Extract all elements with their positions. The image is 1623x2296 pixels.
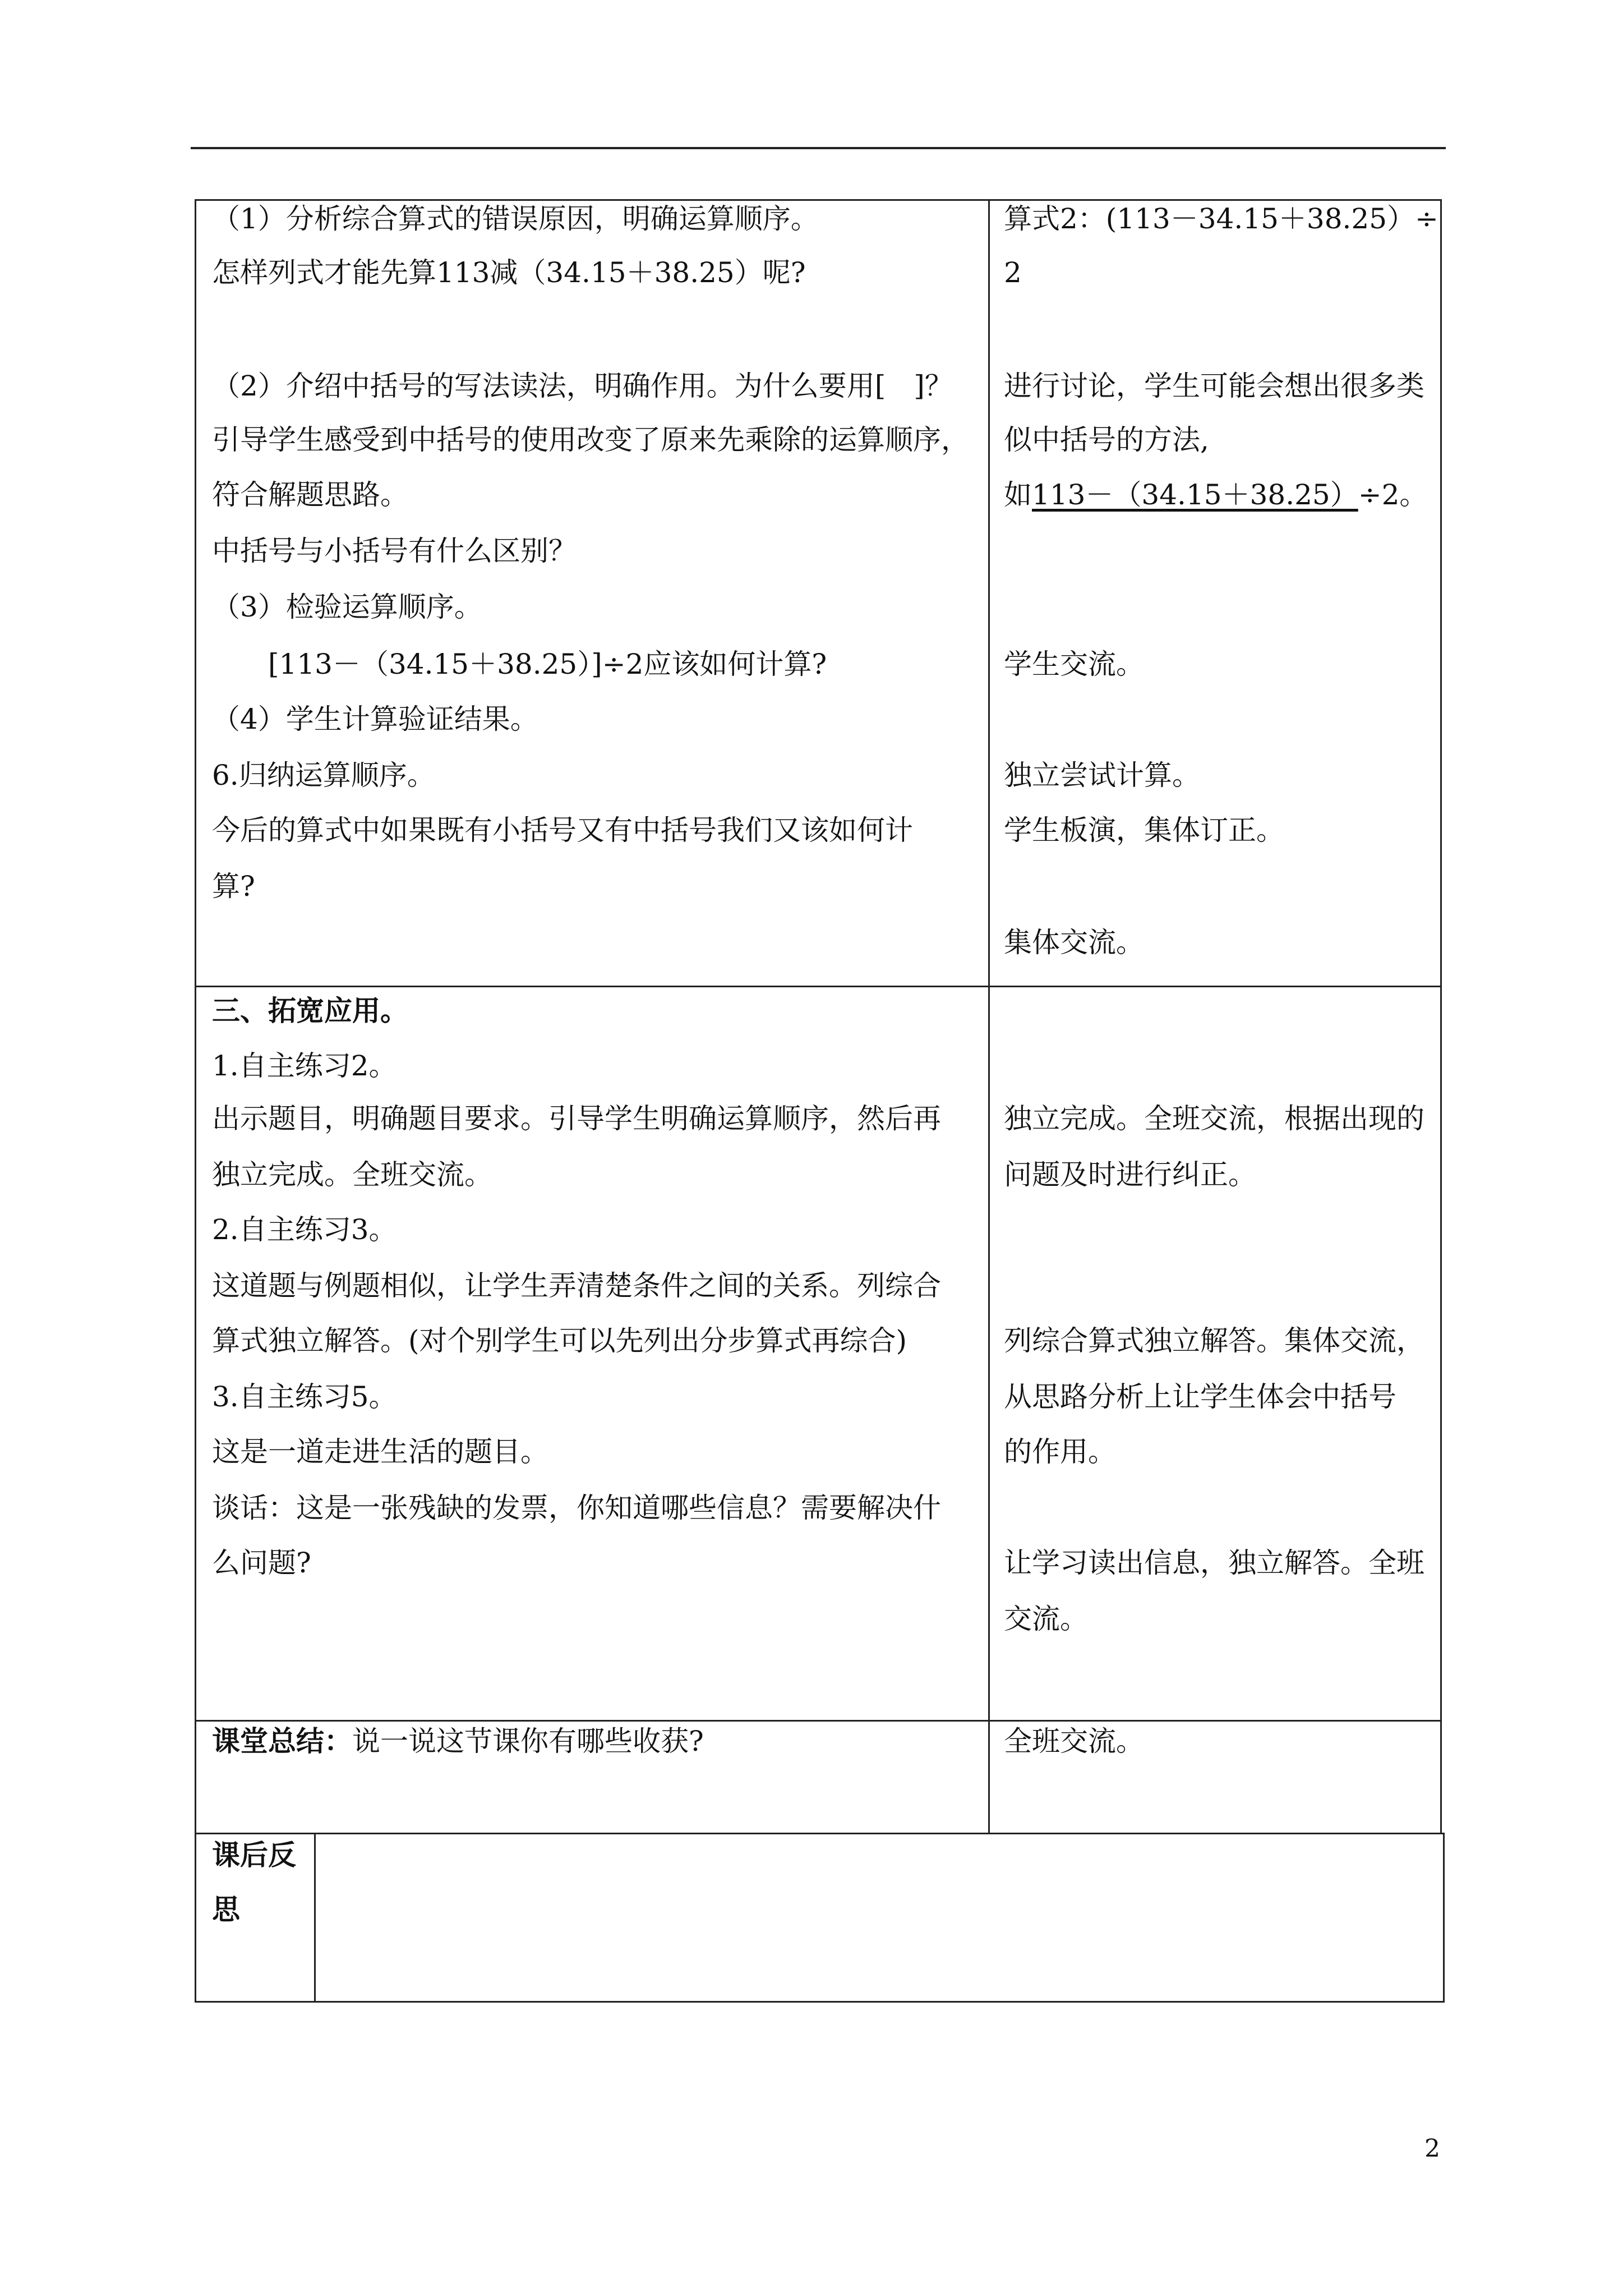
practice-text: 么问题? [212,1547,311,1579]
process-text: 符合解题思路。 [212,478,408,511]
practice-text: 出示题目，明确题目要求。引导学生明确运算顺序，然后再 [212,1102,941,1135]
formula-2: 算式2：(113－34.15＋38.25）÷ [1004,203,1438,235]
process-question: 今后的算式中如果既有小括号又有中括号我们又该如何计 [212,814,913,846]
student-activity: 交流。 [1004,1603,1088,1635]
practice-text: 谈话：这是一张残缺的发票，你知道哪些信息？需要解决什 [212,1492,941,1524]
student-activity: 问题及时进行纠正。 [1004,1158,1256,1191]
practice-text: 这是一道走进生活的题目。 [212,1435,548,1468]
page-number: 2 [1424,2134,1440,2163]
header-rule [191,147,1446,149]
student-note: 学生交流。 [1004,648,1144,680]
practice-text: 算式独立解答。(对个别学生可以先列出分步算式再综合) [212,1324,907,1357]
reflection-label: 课后反 [212,1838,296,1871]
practice-text: 这道题与例题相似，让学生弄清楚条件之间的关系。列综合 [212,1269,941,1302]
example-prefix: 如 [1004,478,1032,511]
student-activity: 让学习读出信息，独立解答。全班 [1004,1547,1424,1579]
student-activity: 从思路分析上让学生体会中括号 [1004,1381,1396,1413]
practice-text: 独立完成。全班交流。 [212,1158,492,1191]
process-text: 引导学生感受到中括号的使用改变了原来先乘除的运算顺序， [212,424,969,456]
process-question-1: 怎样列式才能先算113减（34.15＋38.25）呢? [212,256,806,289]
student-note: 独立尝试计算。 [1004,759,1200,792]
student-note: 集体交流。 [1004,926,1144,959]
student-note: 进行讨论，学生可能会想出很多类 [1004,370,1424,402]
example-suffix: ÷2。 [1358,478,1428,511]
student-note: 学生板演，集体订正。 [1004,814,1284,846]
process-step-4: （4）学生计算验证结果。 [212,703,538,735]
reflection-content-cell [314,1833,1445,2003]
example-expression: 113－（34.15＋38.25） [1032,478,1358,511]
summary-line [212,1723,704,1759]
student-note-example [1004,477,1427,513]
summary-text: 说一说这节课你有哪些收获? [352,1725,704,1757]
student-activity: 的作用。 [1004,1435,1116,1468]
process-step-3: （3）检验运算顺序。 [212,591,482,623]
summary-activity: 全班交流。 [1004,1725,1144,1757]
practice-item-2: 2.自主练习3。 [212,1213,397,1246]
summary-label: 课堂总结： [212,1724,352,1757]
formula-2-cont: 2 [1004,256,1022,289]
process-step-2: （2）介绍中括号的写法读法，明确作用。为什么要用[ ]？ [212,370,953,402]
student-activity: 列综合算式独立解答。集体交流， [1004,1324,1424,1357]
student-note: 似中括号的方法, [1004,424,1209,456]
process-question: 中括号与小括号有什么区别？ [212,535,577,567]
process-step-6: 6.归纳运算顺序。 [212,759,435,792]
process-question: 算? [212,870,255,903]
section-heading: 三、拓宽应用。 [212,994,408,1027]
student-activity: 独立完成。全班交流，根据出现的 [1004,1102,1424,1135]
process-step-1: （1）分析综合算式的错误原因，明确运算顺序。 [212,203,819,235]
practice-item-3: 3.自主练习5。 [212,1381,397,1413]
process-cell-right [988,199,1442,987]
process-expression: [113－（34.15＋38.25）]÷2应该如何计算? [268,648,827,680]
practice-item-1: 1.自主练习2。 [212,1050,397,1082]
reflection-label: 思 [212,1893,240,1926]
